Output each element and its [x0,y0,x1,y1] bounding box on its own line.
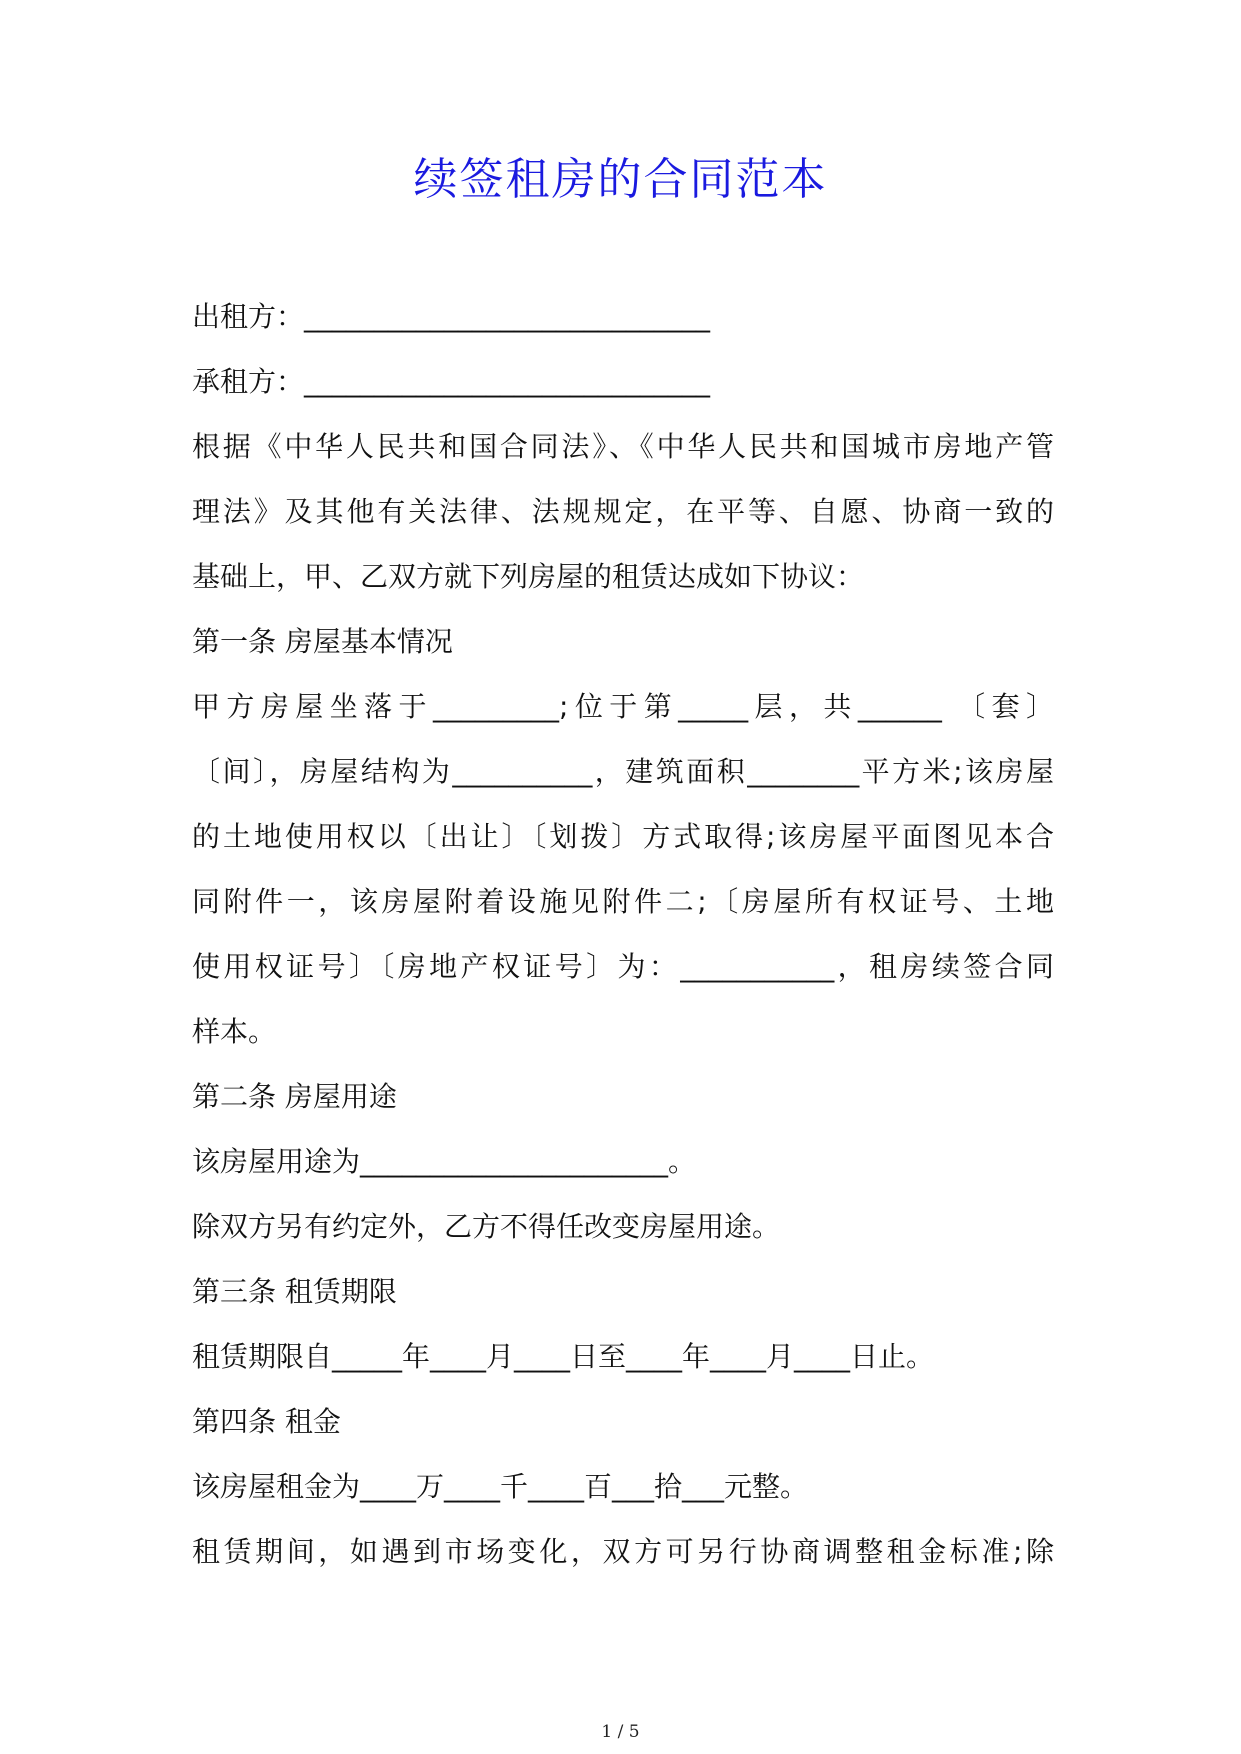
paragraph-line: 承租方：_____________________________ [192,365,711,398]
paragraph-line: 出租方：_____________________________ [192,300,711,333]
paragraph-line: 根据《中华人民共和国合同法》、《中华人民共和国城市房地产管 [192,430,1054,463]
paragraph-line: 使用权证号〕〔房地产权证号〕为：___________，租房续签合同 [192,950,1054,983]
paragraph-line: 同附件一，该房屋附着设施见附件二;〔房屋所有权证号、土地 [192,885,1054,918]
paragraph-line: 第四条 租金 [192,1405,341,1438]
paragraph-line: 的土地使用权以〔出让〕〔划拨〕方式取得;该房屋平面图见本合 [192,820,1054,853]
paragraph-line: 第三条 租赁期限 [192,1275,397,1308]
paragraph-line: 第一条 房屋基本情况 [192,625,453,658]
document-title: 续签租房的合同范本 [413,154,828,205]
paragraph-line: 〔间〕，房屋结构为__________，建筑面积________平方米;该房屋 [192,755,1054,788]
page-number: 1 / 5 [601,1722,640,1742]
paragraph-line: 甲方房屋坐落于_________;位于第_____层，共______ 〔套〕 [192,690,1054,723]
paragraph-line: 基础上，甲、乙双方就下列房屋的租赁达成如下协议： [192,560,865,593]
paragraph-line: 样本。 [192,1015,277,1048]
paragraph-line: 租赁期间，如遇到市场变化，双方可另行协商调整租金标准;除 [192,1535,1054,1568]
paragraph-line: 该房屋租金为____万____千____百___拾___元整。 [192,1470,809,1503]
paragraph-line: 除双方另有约定外，乙方不得任改变房屋用途。 [192,1210,781,1243]
paragraph-line: 理法》及其他有关法律、法规规定，在平等、自愿、协商一致的 [192,495,1054,528]
paragraph-line: 租赁期限自_____年____月____日至____年____月____日止。 [192,1340,935,1373]
paragraph-line: 第二条 房屋用途 [192,1080,397,1113]
document-body [192,284,1054,1584]
paragraph-line: 该房屋用途为______________________。 [192,1145,697,1178]
